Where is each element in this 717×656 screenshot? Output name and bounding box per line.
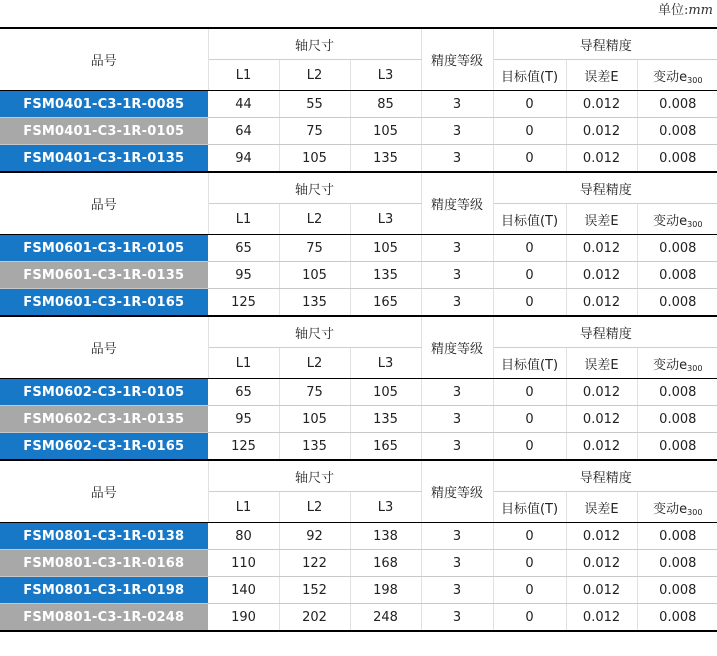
accuracy-grade-cell: 3 — [421, 118, 493, 145]
l2-cell: 92 — [279, 523, 350, 550]
part-number-cell: FSM0602-C3-1R-0135 — [0, 406, 208, 433]
variation-cell: 0.008 — [637, 235, 717, 262]
error-e-cell: 0.012 — [566, 91, 637, 118]
l3-cell: 105 — [350, 379, 421, 406]
error-e-cell: 0.012 — [566, 118, 637, 145]
unit-value: mm — [688, 3, 713, 18]
target-value-cell: 0 — [493, 379, 566, 406]
header-l1: L1 — [208, 492, 279, 523]
table-row — [0, 406, 717, 433]
accuracy-grade-cell: 3 — [421, 577, 493, 604]
variation-cell: 0.008 — [637, 289, 717, 317]
target-value-cell: 0 — [493, 577, 566, 604]
header-variation — [637, 492, 717, 523]
l2-cell: 75 — [279, 235, 350, 262]
l1-cell: 65 — [208, 235, 279, 262]
l1-cell: 125 — [208, 289, 279, 317]
spec-table — [0, 27, 717, 632]
error-e-cell: 0.012 — [566, 577, 637, 604]
part-number-cell: FSM0601-C3-1R-0165 — [0, 289, 208, 317]
header-l1: L1 — [208, 204, 279, 235]
l2-cell: 75 — [279, 379, 350, 406]
header-l3: L3 — [350, 204, 421, 235]
l2-cell: 105 — [279, 145, 350, 173]
part-number-cell: FSM0801-C3-1R-0138 — [0, 523, 208, 550]
table-row — [0, 523, 717, 550]
table-row — [0, 379, 717, 406]
part-number-cell: FSM0401-C3-1R-0105 — [0, 118, 208, 145]
target-value-cell: 0 — [493, 262, 566, 289]
spec-table-body — [0, 28, 717, 631]
variation-cell: 0.008 — [637, 577, 717, 604]
error-e-cell: 0.012 — [566, 550, 637, 577]
header-l1: L1 — [208, 60, 279, 91]
header-part-number: 品号 — [0, 172, 208, 235]
header-variation — [637, 348, 717, 379]
error-e-cell: 0.012 — [566, 406, 637, 433]
error-e-cell: 0.012 — [566, 289, 637, 317]
unit-note — [658, 0, 713, 22]
l3-cell: 85 — [350, 91, 421, 118]
variation-cell: 0.008 — [637, 118, 717, 145]
part-number-cell: FSM0801-C3-1R-0198 — [0, 577, 208, 604]
header-l1: L1 — [208, 348, 279, 379]
header-accuracy-grade: 精度等级 — [421, 172, 493, 235]
header-l3: L3 — [350, 492, 421, 523]
error-e-cell: 0.012 — [566, 262, 637, 289]
header-row-top — [0, 172, 717, 204]
header-shaft-dimensions: 轴尺寸 — [208, 172, 421, 204]
l2-cell: 105 — [279, 262, 350, 289]
error-e-cell: 0.012 — [566, 523, 637, 550]
l3-cell: 198 — [350, 577, 421, 604]
part-number-cell: FSM0602-C3-1R-0105 — [0, 379, 208, 406]
target-value-cell: 0 — [493, 523, 566, 550]
accuracy-grade-cell: 3 — [421, 433, 493, 461]
l3-cell: 168 — [350, 550, 421, 577]
error-e-cell: 0.012 — [566, 433, 637, 461]
header-target-value: 目标值(T) — [493, 204, 566, 235]
header-error-e: 误差E — [566, 492, 637, 523]
header-shaft-dimensions: 轴尺寸 — [208, 28, 421, 60]
header-error-e: 误差E — [566, 348, 637, 379]
accuracy-grade-cell: 3 — [421, 289, 493, 317]
l1-cell: 64 — [208, 118, 279, 145]
l1-cell: 95 — [208, 406, 279, 433]
part-number-cell: FSM0401-C3-1R-0085 — [0, 91, 208, 118]
header-shaft-dimensions: 轴尺寸 — [208, 460, 421, 492]
header-variation-subscript: 300 — [687, 507, 703, 517]
l3-cell: 135 — [350, 145, 421, 173]
accuracy-grade-cell: 3 — [421, 145, 493, 173]
l1-cell: 125 — [208, 433, 279, 461]
part-number-cell: FSM0801-C3-1R-0248 — [0, 604, 208, 632]
variation-cell: 0.008 — [637, 523, 717, 550]
l1-cell: 65 — [208, 379, 279, 406]
table-row — [0, 145, 717, 173]
variation-cell: 0.008 — [637, 379, 717, 406]
l2-cell: 135 — [279, 433, 350, 461]
l1-cell: 95 — [208, 262, 279, 289]
header-variation-label: 变动e — [653, 213, 688, 229]
part-number-cell: FSM0601-C3-1R-0105 — [0, 235, 208, 262]
header-l2: L2 — [279, 348, 350, 379]
l1-cell: 94 — [208, 145, 279, 173]
part-number-cell: FSM0801-C3-1R-0168 — [0, 550, 208, 577]
header-accuracy-grade: 精度等级 — [421, 28, 493, 91]
variation-cell: 0.008 — [637, 91, 717, 118]
header-target-value: 目标值(T) — [493, 348, 566, 379]
header-row-top — [0, 316, 717, 348]
header-accuracy-grade: 精度等级 — [421, 460, 493, 523]
target-value-cell: 0 — [493, 91, 566, 118]
header-error-e: 误差E — [566, 204, 637, 235]
table-row — [0, 262, 717, 289]
table-row — [0, 604, 717, 632]
header-variation-subscript: 300 — [687, 363, 703, 373]
l1-cell: 44 — [208, 91, 279, 118]
table-row — [0, 433, 717, 461]
l3-cell: 135 — [350, 262, 421, 289]
target-value-cell: 0 — [493, 433, 566, 461]
header-target-value: 目标值(T) — [493, 492, 566, 523]
header-l2: L2 — [279, 492, 350, 523]
l3-cell: 165 — [350, 289, 421, 317]
table-row — [0, 550, 717, 577]
l1-cell: 190 — [208, 604, 279, 632]
header-variation-label: 变动e — [653, 69, 688, 85]
accuracy-grade-cell: 3 — [421, 523, 493, 550]
l3-cell: 105 — [350, 235, 421, 262]
l2-cell: 122 — [279, 550, 350, 577]
variation-cell: 0.008 — [637, 145, 717, 173]
variation-cell: 0.008 — [637, 604, 717, 632]
unit-label: 单位: — [657, 3, 689, 18]
accuracy-grade-cell: 3 — [421, 379, 493, 406]
l1-cell: 80 — [208, 523, 279, 550]
header-variation-label: 变动e — [653, 501, 688, 517]
table-row — [0, 235, 717, 262]
header-variation-label: 变动e — [653, 357, 688, 373]
accuracy-grade-cell: 3 — [421, 235, 493, 262]
header-variation-subscript: 300 — [687, 75, 703, 85]
l1-cell: 140 — [208, 577, 279, 604]
table-row — [0, 577, 717, 604]
l3-cell: 248 — [350, 604, 421, 632]
variation-cell: 0.008 — [637, 550, 717, 577]
header-part-number: 品号 — [0, 28, 208, 91]
l3-cell: 138 — [350, 523, 421, 550]
header-error-e: 误差E — [566, 60, 637, 91]
header-variation — [637, 204, 717, 235]
header-lead-accuracy: 导程精度 — [493, 460, 717, 492]
l2-cell: 152 — [279, 577, 350, 604]
header-variation — [637, 60, 717, 91]
header-row-top — [0, 28, 717, 60]
header-lead-accuracy: 导程精度 — [493, 28, 717, 60]
target-value-cell: 0 — [493, 406, 566, 433]
l2-cell: 75 — [279, 118, 350, 145]
header-l3: L3 — [350, 60, 421, 91]
header-l3: L3 — [350, 348, 421, 379]
header-accuracy-grade: 精度等级 — [421, 316, 493, 379]
l3-cell: 105 — [350, 118, 421, 145]
error-e-cell: 0.012 — [566, 604, 637, 632]
table-row — [0, 91, 717, 118]
accuracy-grade-cell: 3 — [421, 604, 493, 632]
l3-cell: 165 — [350, 433, 421, 461]
target-value-cell: 0 — [493, 145, 566, 173]
target-value-cell: 0 — [493, 550, 566, 577]
header-lead-accuracy: 导程精度 — [493, 316, 717, 348]
accuracy-grade-cell: 3 — [421, 262, 493, 289]
error-e-cell: 0.012 — [566, 145, 637, 173]
target-value-cell: 0 — [493, 289, 566, 317]
variation-cell: 0.008 — [637, 433, 717, 461]
part-number-cell: FSM0602-C3-1R-0165 — [0, 433, 208, 461]
table-row — [0, 118, 717, 145]
error-e-cell: 0.012 — [566, 235, 637, 262]
l1-cell: 110 — [208, 550, 279, 577]
accuracy-grade-cell: 3 — [421, 406, 493, 433]
accuracy-grade-cell: 3 — [421, 550, 493, 577]
target-value-cell: 0 — [493, 235, 566, 262]
header-row-top — [0, 460, 717, 492]
accuracy-grade-cell: 3 — [421, 91, 493, 118]
header-l2: L2 — [279, 60, 350, 91]
table-row — [0, 289, 717, 317]
l2-cell: 202 — [279, 604, 350, 632]
l2-cell: 135 — [279, 289, 350, 317]
l2-cell: 55 — [279, 91, 350, 118]
header-lead-accuracy: 导程精度 — [493, 172, 717, 204]
header-l2: L2 — [279, 204, 350, 235]
target-value-cell: 0 — [493, 604, 566, 632]
header-target-value: 目标值(T) — [493, 60, 566, 91]
header-variation-subscript: 300 — [687, 219, 703, 229]
target-value-cell: 0 — [493, 118, 566, 145]
part-number-cell: FSM0401-C3-1R-0135 — [0, 145, 208, 173]
header-shaft-dimensions: 轴尺寸 — [208, 316, 421, 348]
variation-cell: 0.008 — [637, 262, 717, 289]
l3-cell: 135 — [350, 406, 421, 433]
header-part-number: 品号 — [0, 316, 208, 379]
l2-cell: 105 — [279, 406, 350, 433]
error-e-cell: 0.012 — [566, 379, 637, 406]
header-part-number: 品号 — [0, 460, 208, 523]
variation-cell: 0.008 — [637, 406, 717, 433]
part-number-cell: FSM0601-C3-1R-0135 — [0, 262, 208, 289]
